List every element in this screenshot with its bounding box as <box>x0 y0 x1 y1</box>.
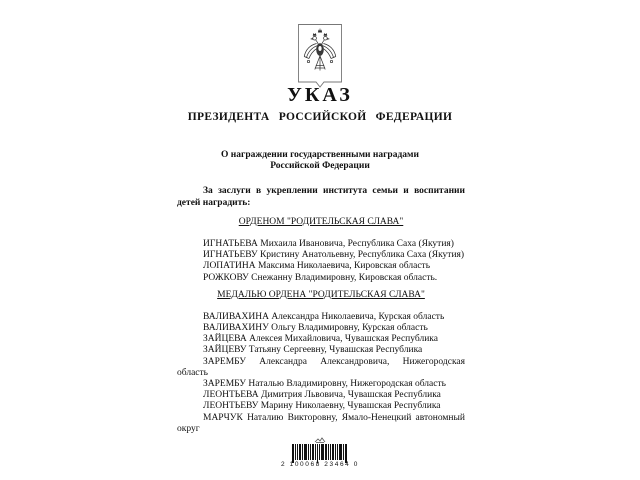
award-section-heading <box>177 290 465 300</box>
barcode-bar <box>295 444 296 460</box>
decree-preamble: За заслуги в укреплении института семьи и воспитании детей наградить: <box>177 186 465 208</box>
barcode-bar <box>312 444 314 460</box>
barcode-bar <box>343 444 344 460</box>
double-headed-eagle-icon <box>297 23 343 91</box>
subject-line-1: О награждении государственными наградами <box>221 150 419 160</box>
decree-subject <box>0 150 640 172</box>
barcode-bar <box>321 444 324 460</box>
barcode-bar <box>335 444 336 460</box>
award-section-heading-text: МЕДАЛЬЮ ОРДЕНА "РОДИТЕЛЬСКАЯ СЛАВА" <box>217 289 425 300</box>
decree-title: УКАЗ <box>287 84 353 106</box>
award-section <box>177 290 465 435</box>
recipient-line: ВАЛИВАХИНУ Ольгу Владимировну, Курская область <box>203 323 428 334</box>
recipient-line: ВАЛИВАХИНА Александра Николаевича, Курская область <box>203 311 445 322</box>
recipient-line: ИГНАТЬЕВУ Кристину Анатольевну, Республика Саха (Якутия) <box>203 250 465 261</box>
recipient-line: ИГНАТЬЕВА Михаила Ивановича, Республика Саха (Якутия) <box>203 239 454 249</box>
barcode-bar <box>297 444 298 460</box>
barcode-bar <box>325 444 327 460</box>
barcode-bar <box>319 444 320 460</box>
barcode-bar <box>339 444 342 460</box>
barcode-bar <box>299 444 301 460</box>
barcode-bar <box>304 444 307 460</box>
recipient-line: ЗАРЕМБУ Александра Александровича, Нижегородская область <box>177 356 465 378</box>
barcode-bar <box>330 444 331 460</box>
recipient-list <box>177 312 465 435</box>
decree-issuer: ПРЕЗИДЕНТА РОССИЙСКОЙ ФЕДЕРАЦИИ <box>187 111 453 123</box>
barcode-bar <box>315 444 316 460</box>
barcode-bar <box>302 444 303 460</box>
recipient-list <box>177 239 465 284</box>
award-section-heading <box>177 217 465 227</box>
recipient-line: ЛЕОНТЬЕВА Димитрия Львовича, Чувашская Республика <box>203 390 441 401</box>
recipient-line: ЗАЙЦЕВА Алексея Михайловича, Чувашская Республика <box>203 334 438 345</box>
recipient-line: МАРЧУК Наталию Викторовну, Ямало-Ненецкий автономный округ <box>177 412 465 434</box>
award-sections <box>177 217 465 435</box>
barcode <box>281 437 359 468</box>
recipient-line: ЛОПАТИНА Максима Николаевича, Кировская область <box>203 261 431 272</box>
subject-line-2: Российской Федерации <box>270 161 370 171</box>
recipient-line: ЗАЙЦЕВУ Татьяну Сергеевну, Чувашская Республика <box>203 345 423 356</box>
barcode-bar <box>328 444 329 460</box>
barcode-bar <box>332 444 334 460</box>
barcode-number: 2 100068 23464 0 <box>280 461 360 468</box>
award-section-heading-text: ОРДЕНОМ "РОДИТЕЛЬСКАЯ СЛАВА" <box>238 217 404 227</box>
barcode-bar <box>310 444 311 460</box>
barcode-bar <box>308 444 309 460</box>
coat-of-arms <box>297 23 343 91</box>
barcode-top-mark-icon <box>314 437 326 443</box>
award-section <box>177 217 465 284</box>
recipient-line: ЗАРЕМБУ Наталью Владимировну, Нижегородская область <box>203 379 446 390</box>
recipient-line: ЛЕОНТЬЕВУ Марину Николаевну, Чувашская Республика <box>203 401 441 412</box>
barcode-bar <box>337 444 338 460</box>
recipient-line: РОЖКОВУ Снежанну Владимировну, Кировская область. <box>203 272 438 283</box>
